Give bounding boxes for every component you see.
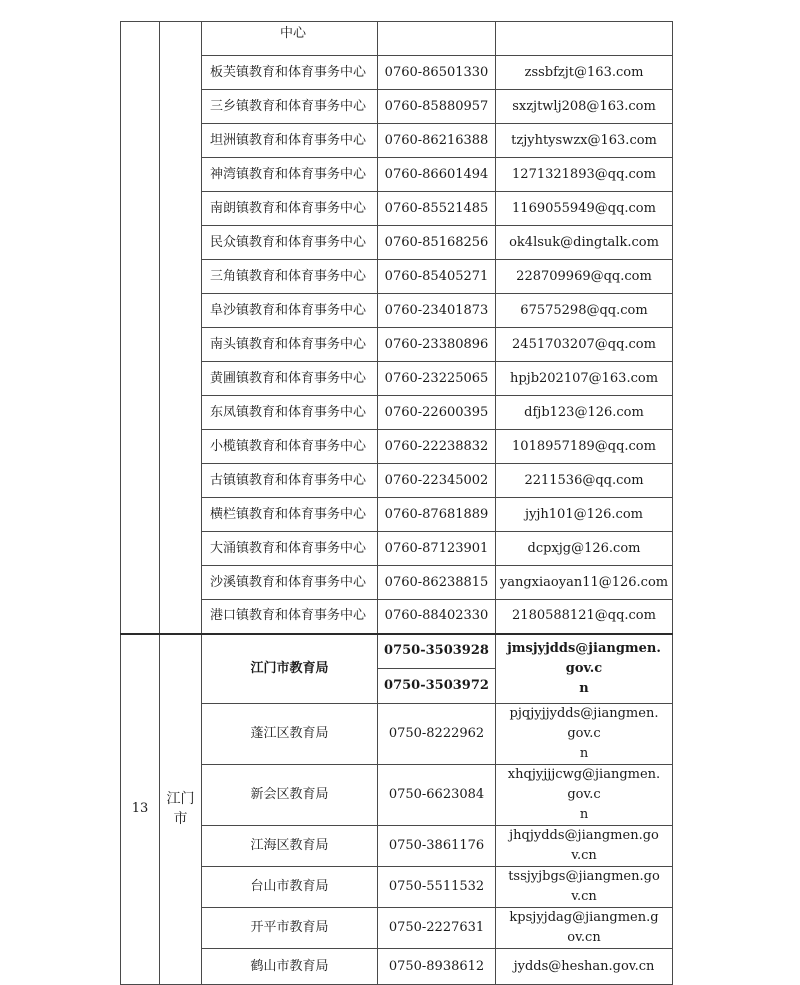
table-row (121, 90, 673, 124)
email-cell: 1169055949@qq.com (496, 192, 673, 226)
email-line1: jhqjydds@jiangmen.gov.cn (509, 828, 659, 863)
phone-cell: 0760-86601494 (378, 158, 496, 192)
org-cell: 港口镇教育和体育事务中心 (202, 600, 378, 634)
table-row (121, 226, 673, 260)
table-row (121, 704, 673, 765)
email-cell (496, 867, 673, 908)
email-cell: 2211536@qq.com (496, 464, 673, 498)
email-line1: kpsjyjdag@jiangmen.gov.cn (509, 910, 659, 945)
phone-cell: 0760-85168256 (378, 226, 496, 260)
org-cell: 黄圃镇教育和体育事务中心 (202, 362, 378, 396)
phone-cell: 0750-8222962 (378, 704, 496, 765)
table-row (121, 826, 673, 867)
email-cell: 67575298@qq.com (496, 294, 673, 328)
org-cell: 南头镇教育和体育事务中心 (202, 328, 378, 362)
index-cell (121, 22, 160, 634)
org-cell: 东凤镇教育和体育事务中心 (202, 396, 378, 430)
email-line1: xhqjyjjjcwg@jiangmen.gov.c (507, 767, 661, 802)
table-row (121, 124, 673, 158)
table-row (121, 294, 673, 328)
table-row (121, 634, 673, 669)
table-row (121, 949, 673, 985)
email-cell (496, 908, 673, 949)
table-row (121, 22, 673, 56)
phone-cell: 0760-23225065 (378, 362, 496, 396)
org-cell: 板芙镇教育和体育事务中心 (202, 56, 378, 90)
email-cell: 2451703207@qq.com (496, 328, 673, 362)
email-cell: dfjb123@126.com (496, 396, 673, 430)
org-cell: 三乡镇教育和体育事务中心 (202, 90, 378, 124)
table-row (121, 532, 673, 566)
email-line1: tssjyjbgs@jiangmen.gov.cn (508, 869, 660, 904)
table-row (121, 396, 673, 430)
phone-cell: 0760-85880957 (378, 90, 496, 124)
email-cell: zssbfzjt@163.com (496, 56, 673, 90)
email-cell: 2180588121@qq.com (496, 600, 673, 634)
phone-cell: 0750-8938612 (378, 949, 496, 985)
email-cell (496, 949, 673, 985)
city-cell (160, 22, 202, 634)
email-cell (496, 826, 673, 867)
table-row (121, 192, 673, 226)
email-cell (496, 634, 673, 704)
phone-cell: 0760-88402330 (378, 600, 496, 634)
org-cell: 蓬江区教育局 (202, 704, 378, 765)
org-cell: 南朗镇教育和体育事务中心 (202, 192, 378, 226)
jiangmen-section (121, 634, 673, 985)
email-line1: jydds@heshan.gov.cn (513, 958, 655, 974)
org-cell: 江海区教育局 (202, 826, 378, 867)
email-cell: 228709969@qq.com (496, 260, 673, 294)
table-row (121, 600, 673, 634)
table-row (121, 56, 673, 90)
email-cell: dcpxjg@126.com (496, 532, 673, 566)
phone-cell: 0760-87123901 (378, 532, 496, 566)
index-cell: 13 (121, 634, 160, 985)
phone-cell: 0760-86238815 (378, 566, 496, 600)
email-cell: 1271321893@qq.com (496, 158, 673, 192)
phone-cell: 0760-22238832 (378, 430, 496, 464)
zhongshan-section (121, 22, 673, 634)
org-cell: 新会区教育局 (202, 765, 378, 826)
phone-cell: 0760-86501330 (378, 56, 496, 90)
phone-cell: 0760-22345002 (378, 464, 496, 498)
org-cell: 沙溪镇教育和体育事务中心 (202, 566, 378, 600)
org-cell: 江门市教育局 (202, 634, 378, 704)
phone-cell: 0750-2227631 (378, 908, 496, 949)
email-line1: pjqjyjjydds@jiangmen.gov.c (509, 706, 659, 741)
email-cell: ok4lsuk@dingtalk.com (496, 226, 673, 260)
phone-cell: 0760-86216388 (378, 124, 496, 158)
phone-cell (378, 22, 496, 56)
phone-cell: 0750-3503928 (378, 634, 496, 669)
email-cell: tzjyhtyswzx@163.com (496, 124, 673, 158)
contact-table (120, 21, 673, 985)
phone-cell: 0750-5511532 (378, 867, 496, 908)
table-row (121, 464, 673, 498)
phone-cell: 0750-3503972 (378, 669, 496, 704)
email-cell (496, 704, 673, 765)
email-line1: jmsjyjdds@jiangmen.gov.c (507, 640, 661, 676)
phone-cell: 0760-85521485 (378, 192, 496, 226)
org-cell: 大涌镇教育和体育事务中心 (202, 532, 378, 566)
org-cell: 横栏镇教育和体育事务中心 (202, 498, 378, 532)
email-line2: n (579, 680, 589, 696)
phone-cell: 0760-23401873 (378, 294, 496, 328)
phone-cell: 0750-3861176 (378, 826, 496, 867)
table-row (121, 867, 673, 908)
org-cell: 民众镇教育和体育事务中心 (202, 226, 378, 260)
org-cell: 三角镇教育和体育事务中心 (202, 260, 378, 294)
email-cell: jyjh101@126.com (496, 498, 673, 532)
phone-cell: 0750-6623084 (378, 765, 496, 826)
table-row (121, 430, 673, 464)
email-cell (496, 765, 673, 826)
org-cell: 台山市教育局 (202, 867, 378, 908)
email-cell: 1018957189@qq.com (496, 430, 673, 464)
org-cell: 坦洲镇教育和体育事务中心 (202, 124, 378, 158)
org-cell: 阜沙镇教育和体育事务中心 (202, 294, 378, 328)
email-cell (496, 22, 673, 56)
email-cell: yangxiaoyan11@126.com (496, 566, 673, 600)
email-cell: hpjb202107@163.com (496, 362, 673, 396)
city-name-line1: 江门 (166, 791, 195, 808)
table-row (121, 158, 673, 192)
table-row (121, 362, 673, 396)
org-cell: 中心 (202, 22, 378, 56)
table-row (121, 328, 673, 362)
city-name-line2: 市 (173, 811, 188, 828)
phone-cell: 0760-23380896 (378, 328, 496, 362)
org-cell: 古镇镇教育和体育事务中心 (202, 464, 378, 498)
table-row (121, 765, 673, 826)
org-cell: 开平市教育局 (202, 908, 378, 949)
phone-cell: 0760-87681889 (378, 498, 496, 532)
org-cell: 神湾镇教育和体育事务中心 (202, 158, 378, 192)
email-line2: n (579, 746, 589, 761)
email-cell: sxzjtwlj208@163.com (496, 90, 673, 124)
phone-cell: 0760-22600395 (378, 396, 496, 430)
phone-cell: 0760-85405271 (378, 260, 496, 294)
email-line2: n (579, 807, 589, 822)
org-cell: 小榄镇教育和体育事务中心 (202, 430, 378, 464)
table-row (121, 908, 673, 949)
table-row (121, 260, 673, 294)
city-cell (160, 634, 202, 985)
org-cell: 鹤山市教育局 (202, 949, 378, 985)
table-row (121, 566, 673, 600)
table-row (121, 498, 673, 532)
